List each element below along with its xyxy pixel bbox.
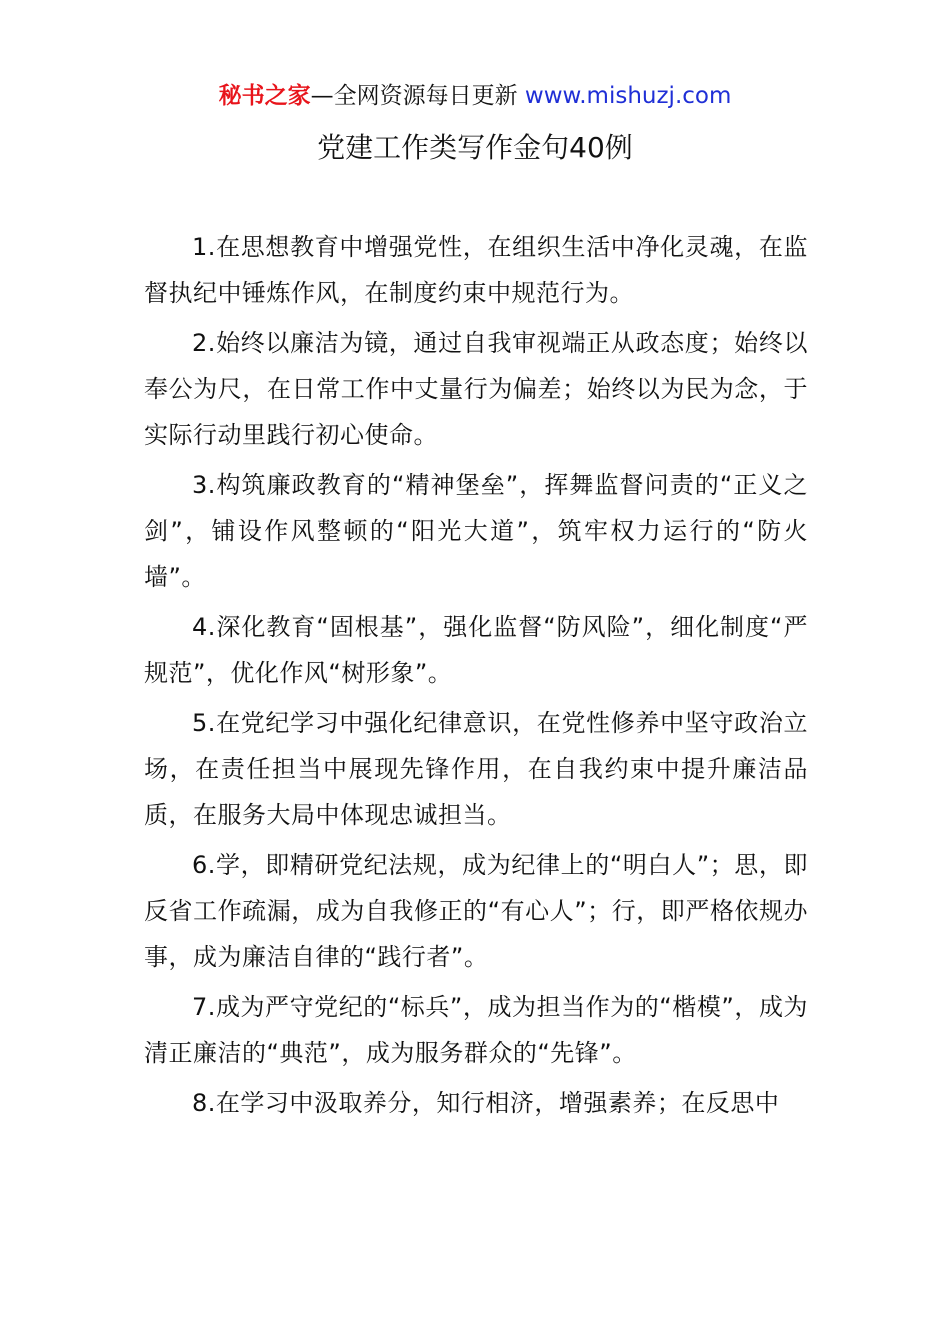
paragraph-3: 3.构筑廉政教育的“精神堡垒”，挥舞监督问责的“正义之剑”，铺设作风整顿的“阳光大道”，筑牢权力运行的“防火墙”。 xyxy=(144,471,808,591)
paragraph-7: 7.成为严守党纪的“标兵”，成为担当作为的“楷模”，成为清正廉洁的“典范”，成为服务群众的“先锋”。 xyxy=(144,993,808,1067)
paragraph-2: 2.始终以廉洁为镜，通过自我审视端正从政态度；始终以奉公为尺，在日常工作中丈量行为偏差；始终以为民为念，于实际行动里践行初心使命。 xyxy=(144,329,808,449)
paragraph-1: 1.在思想教育中增强党性，在组织生活中净化灵魂，在监督执纪中锤炼作风，在制度约束中规范行为。 xyxy=(144,233,808,307)
site-name: 秘书之家 xyxy=(218,83,311,109)
document-title: 党建工作类写作金句40例 xyxy=(317,131,633,164)
paragraph-4: 4.深化教育“固根基”，强化监督“防风险”，细化制度“严规范”，优化作风“树形象”。 xyxy=(144,613,808,687)
document-body xyxy=(144,224,808,1130)
paragraph-6: 6.学，即精研党纪法规，成为纪律上的“明白人”；思，即反省工作疏漏，成为自我修正的“有心人”；行，即严格依规办事，成为廉洁自律的“践行者”。 xyxy=(144,851,808,971)
paragraph-5: 5.在党纪学习中强化纪律意识，在党性修养中坚守政治立场，在责任担当中展现先锋作用，在自我约束中提升廉洁品质，在服务大局中体现忠诚担当。 xyxy=(144,709,808,829)
site-url-link[interactable]: www.mishuzj.com xyxy=(524,83,732,109)
paragraph-8: 8.在学习中汲取养分，知行相济，增强素养；在反思中 xyxy=(192,1089,780,1117)
site-tagline: 全网资源每日更新 xyxy=(333,83,525,109)
header-dash: — xyxy=(310,83,334,109)
site-header xyxy=(0,80,950,112)
